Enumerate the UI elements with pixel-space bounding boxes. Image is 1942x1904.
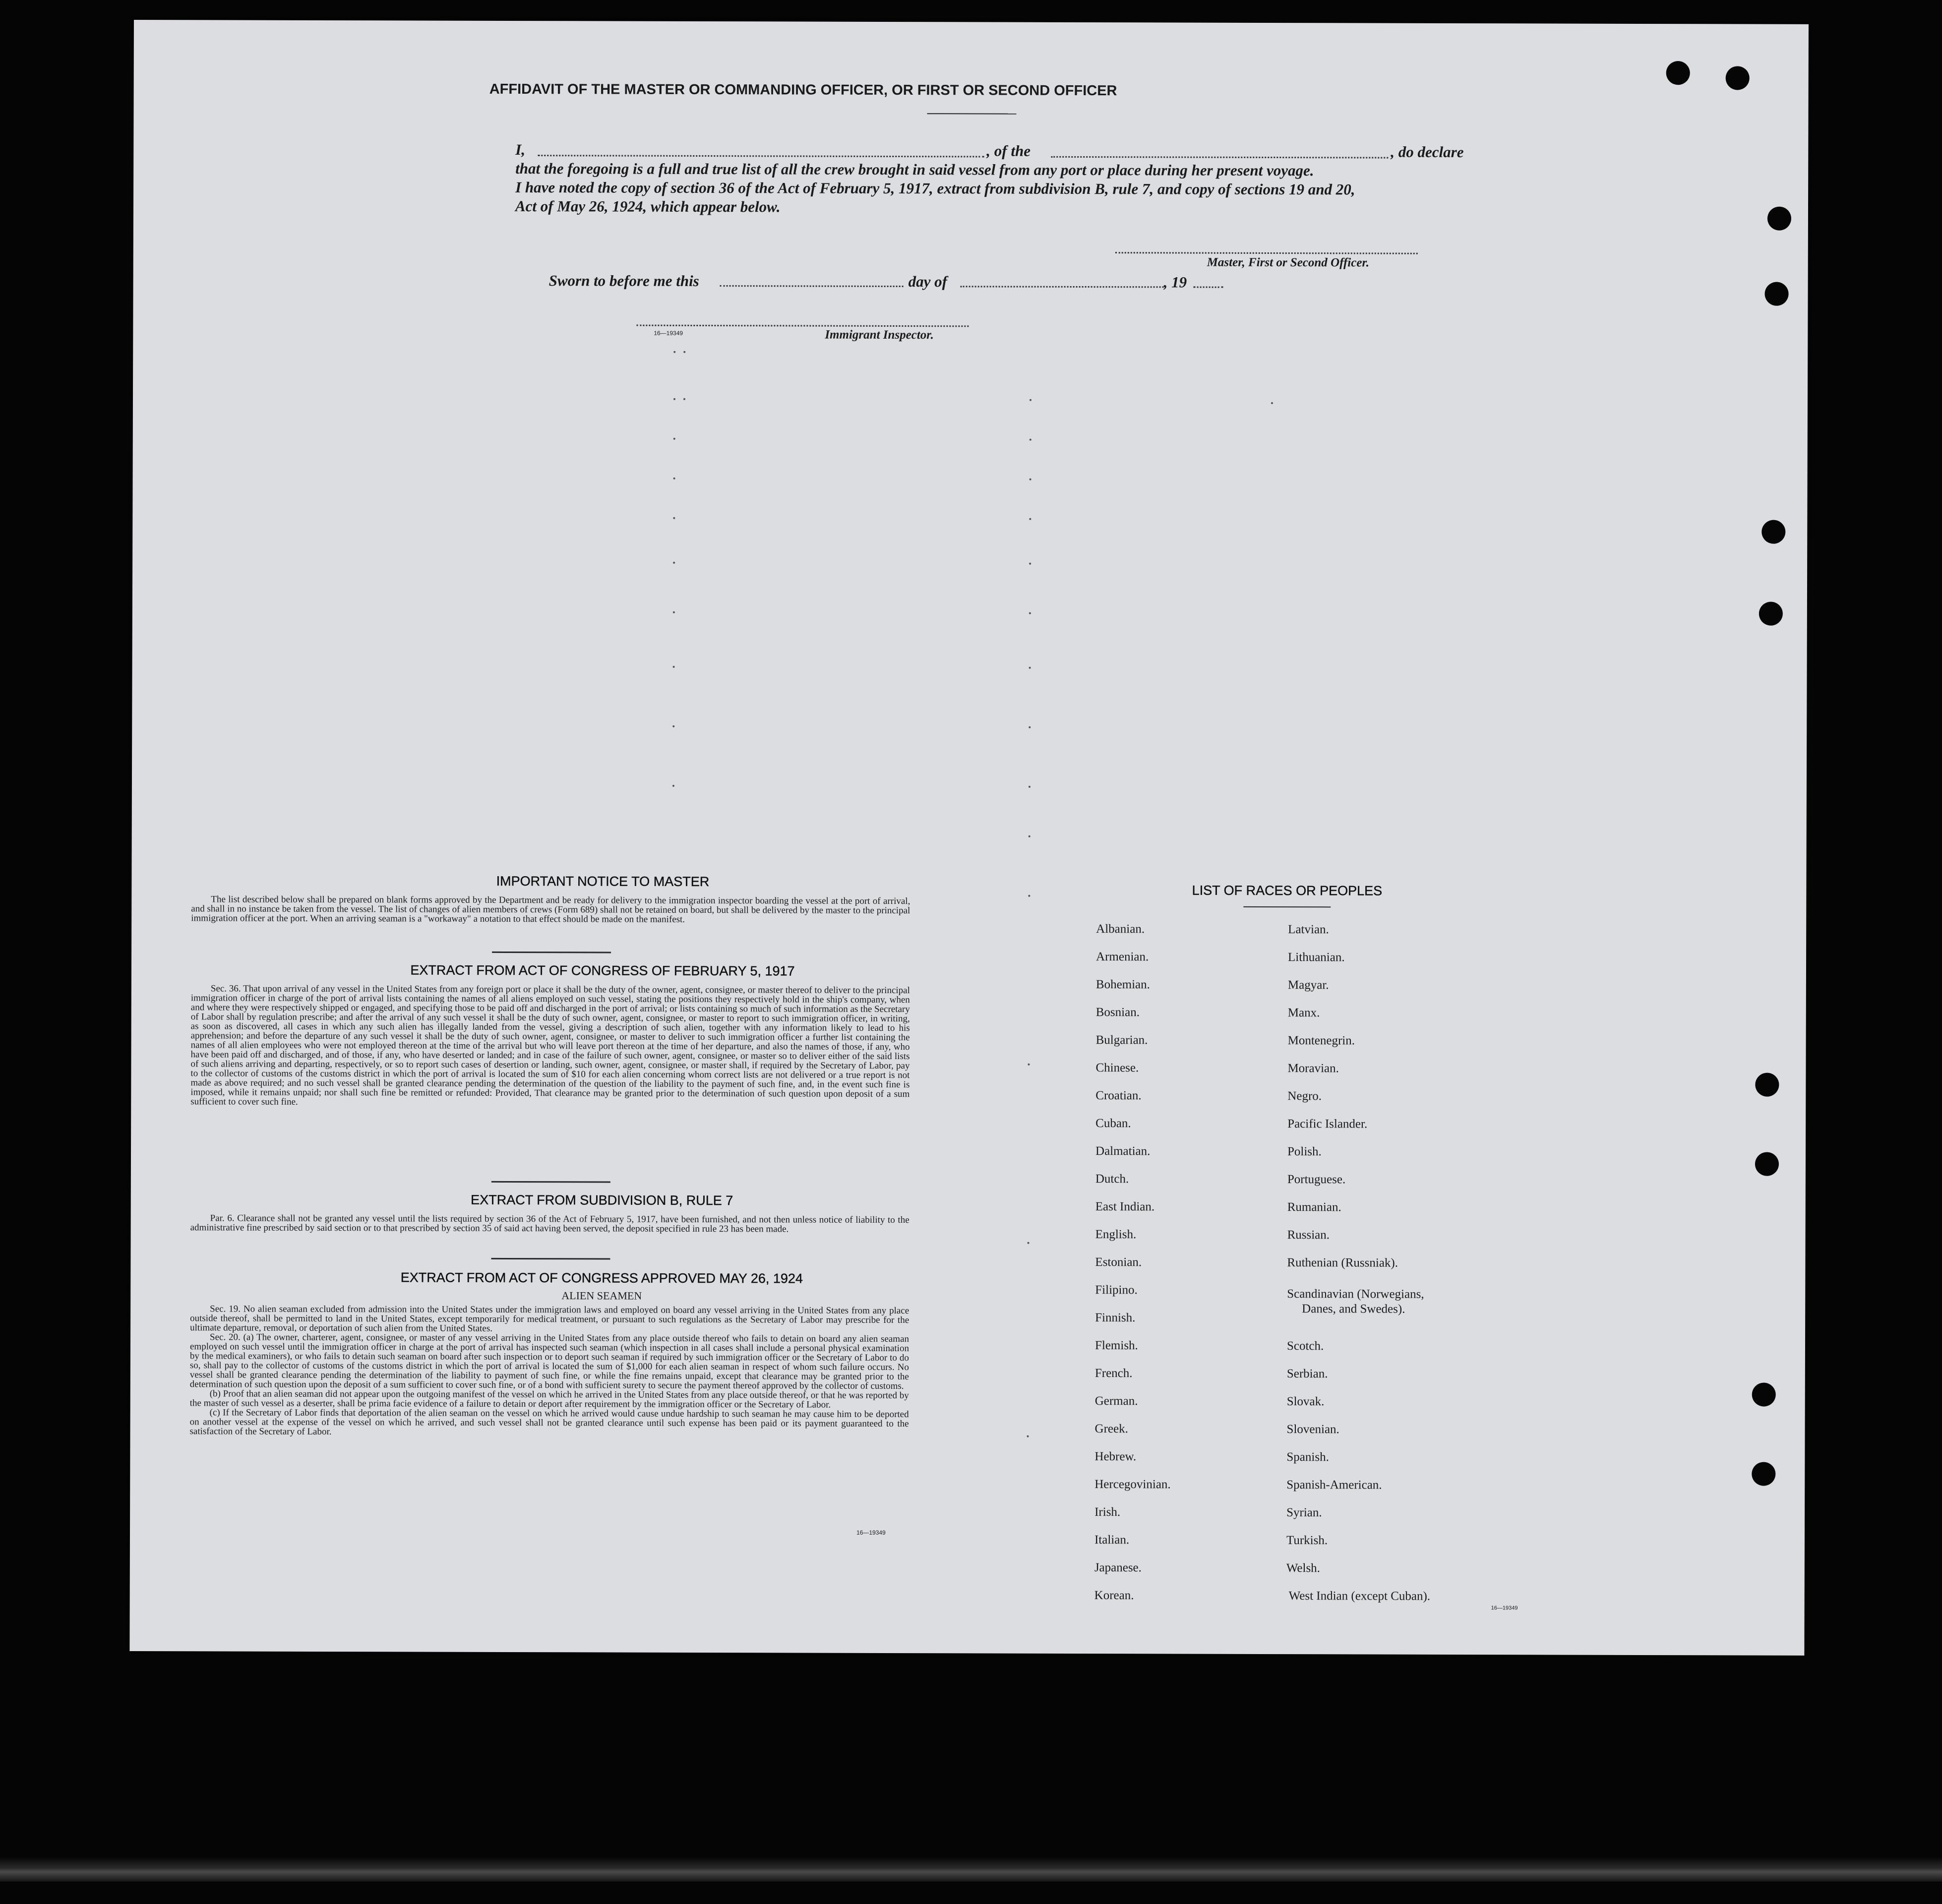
- race-item: Finnish.: [1095, 1311, 1136, 1325]
- race-item: Greek.: [1094, 1422, 1128, 1436]
- master-signature-label: Master, First or Second Officer.: [1207, 255, 1370, 270]
- races-title: LIST OF RACES OR PEOPLES: [1192, 883, 1383, 898]
- day-of-label: day of: [908, 273, 948, 291]
- race-item: Russian.: [1287, 1228, 1330, 1242]
- scan-speck: [1028, 1242, 1030, 1244]
- scan-speck: [672, 725, 674, 727]
- declarant-name-field[interactable]: [538, 155, 984, 157]
- race-item: Dalmatian.: [1095, 1144, 1151, 1158]
- race-item: Negro.: [1287, 1089, 1322, 1103]
- race-item: Korean.: [1094, 1589, 1134, 1603]
- divider: [492, 952, 611, 953]
- race-item: Spanish.: [1286, 1450, 1329, 1464]
- inspector-label: Immigrant Inspector.: [825, 328, 934, 342]
- scan-speck: [673, 477, 675, 479]
- inspector-signature-field[interactable]: [636, 325, 969, 327]
- master-signature-field[interactable]: [1115, 252, 1418, 254]
- divider: [491, 1258, 610, 1260]
- sec20a-text: Sec. 20. (a) The owner, charterer, agent, consignee, or master of any vessel arriving in the United States from any place outside thereof who fails to detain on board any alien seaman employed on such vessel until the immigration officer in charge at the port of arrival has inspected such seaman (which inspection in all cases shall include a personal physical examination by the medical examiners), or who fails to detain such seaman on board after such inspection or to deport such seaman if required by such immigration officer or the Secretary of Labor to do so, shall pay to the collector of customs of the customs district in which the port of arrival is located the sum of $1,000 for each alien seaman in respect of whom such failure occurs. No vessel shall be granted clearance pending the determination of the liability to payment of such fine, or while the fine remains unpaid, except that clearance may be granted prior to the determination of such question upon the deposit of a sum sufficient to cover such fine, or of a bond with sufficient surety to secure the payment thereof approved by the collector of customs.: [189, 1332, 910, 1392]
- race-item: Lithuanian.: [1288, 951, 1345, 964]
- binder-hole: [1755, 1152, 1779, 1176]
- scan-speck: [1029, 612, 1031, 614]
- scan-edge-streak: [0, 1857, 1942, 1882]
- scan-speck: [1030, 399, 1032, 401]
- race-item: Rumanian.: [1287, 1200, 1341, 1214]
- affidavit-line-3: I have noted the copy of section 36 of the Act of February 5, 1917, extract from subdivision B, rule 7, and copy of sections 19 and 20,: [515, 178, 1355, 198]
- extract-rule7-body: [190, 1213, 910, 1234]
- race-item: Syrian.: [1286, 1506, 1322, 1520]
- race-item: Dutch.: [1095, 1172, 1129, 1186]
- race-item: Latvian.: [1288, 923, 1329, 937]
- race-item: East Indian.: [1095, 1200, 1155, 1214]
- race-item: Bulgarian.: [1095, 1033, 1148, 1047]
- race-item: Japanese.: [1094, 1561, 1142, 1575]
- race-item: German.: [1094, 1394, 1138, 1408]
- affidavit-line-1: [515, 141, 1464, 161]
- scan-speck: [1028, 895, 1030, 897]
- race-item: Serbian.: [1286, 1367, 1328, 1381]
- notice-body: [191, 894, 910, 925]
- sworn-year-field[interactable]: [1194, 287, 1223, 288]
- race-item: Pacific Islander.: [1287, 1117, 1368, 1131]
- affidavit-i-label: I,: [515, 141, 526, 159]
- form-number: 16—19349: [1491, 1605, 1518, 1611]
- scan-speck: [683, 351, 685, 353]
- sec36-text: Sec. 36. That upon arrival of any vessel in the United States from any foreign port or place it shall be the duty of the owner, agent, consignee, or master thereof to deliver to the principal immigration officer in charge of the port of arrival lists containing the names of all aliens employed on such vessel, stating the positions they respectively hold in the ship's company, when and where they were respectively shipped or engaged, and specifying those to be paid off and discharged in the port of arrival; or lists containing so much of such information as the Secretary of Labor shall by regulation prescribe; and after the arrival of any such vessel it shall be the duty of such owner, agent, consignee, or master to report to such immigration officer, in writing, as soon as discovered, all cases in which any such alien has illegally landed from the vessel, giving a description of such alien, together with any information likely to lead to his apprehension; and before the departure of any such vessel it shall be the duty of such owner, agent, consignee, or master to deliver to such immigration officer a further list containing the names of all alien employees who were not employed thereon at the time of the arrival but who will leave port thereon at the time of her departure, and also the names of those, if any, who have been paid off and discharged, and of those, if any, who have deserted or landed; and in case of the failure of such owner, agent, consignee, or master so to deliver either of the said lists of such aliens arriving and departing, respectively, or so to report such cases of desertion or landing, such owner, agent, consignee, or master shall, if required by the Secretary of Labor, pay to the collector of customs of the customs district in which the port of arrival is located the sum of $10 for each alien concerning whom correct lists are not delivered or a true report is not made as above required; and no such vessel shall be granted clearance pending the determination of the question of the liability to the payment of such fine, and, in the event such fine is imposed, while it remains unpaid; nor shall such fine be remitted or refunded: Provided, That clearance may be granted prior to the determination of such question upon deposit of a sum sufficient to cover such fine.: [190, 983, 910, 1107]
- scan-speck: [673, 438, 675, 440]
- race-item: West Indian (except Cuban).: [1288, 1589, 1431, 1603]
- race-item: Scandinavian (Norwegians,: [1287, 1287, 1424, 1301]
- extract-rule7-title: EXTRACT FROM SUBDIVISION B, RULE 7: [471, 1192, 733, 1208]
- race-item: Scotch.: [1286, 1339, 1324, 1353]
- race-item: Irish.: [1094, 1505, 1121, 1519]
- race-item: Moravian.: [1287, 1062, 1339, 1075]
- scan-speck: [673, 611, 675, 613]
- race-item: Chinese.: [1095, 1061, 1139, 1075]
- form-number: 16—19349: [654, 329, 683, 337]
- scan-speck: [1030, 439, 1032, 441]
- affidavit-line-4: Act of May 26, 1924, which appear below.: [515, 197, 781, 216]
- scan-speck: [672, 785, 674, 787]
- scan-speck: [673, 517, 675, 519]
- binder-hole: [1759, 602, 1783, 626]
- extract-1917-title: EXTRACT FROM ACT OF CONGRESS OF FEBRUARY 5, 1917: [410, 962, 795, 979]
- divider: [1243, 906, 1331, 907]
- race-item: Estonian.: [1095, 1255, 1142, 1269]
- scan-speck: [1027, 1435, 1029, 1437]
- extract-1924-body: [190, 1304, 910, 1438]
- race-item: French.: [1094, 1367, 1133, 1380]
- scan-speck: [1029, 786, 1031, 788]
- extract-1917-body: [190, 984, 910, 1108]
- scan-speck: [1029, 667, 1031, 669]
- scan-speck: [1030, 478, 1032, 480]
- scan-speck: [673, 398, 675, 400]
- par6-text: Par. 6. Clearance shall not be granted any vessel until the lists required by section 36 of the Act of February 5, 1917, have been furnished, and not then unless notice of liability to the administrative fine prescribed by said section or to that prescribed by section 35 of said act having been served, the deposit specified in rule 23 has been made.: [190, 1213, 910, 1235]
- scan-speck: [673, 666, 675, 668]
- scan-speck: [1029, 563, 1031, 565]
- divider: [927, 113, 1017, 114]
- race-item: Filipino.: [1095, 1283, 1138, 1297]
- notice-text: The list described below shall be prepared on blank forms approved by the Department and be ready for delivery to the immigration inspector boarding the vessel at the port of arrival, and shall in no instance be taken from the vessel. The list of changes of alien members of crews (Form 689) shall not be retained on board, but shall be delivered by the master to the principal immigration officer at the port. When an arriving seaman is a "workaway" a notation to that effect should be made on the manifest.: [191, 894, 910, 925]
- race-item: Bohemian.: [1095, 978, 1150, 992]
- scan-speck: [1028, 1064, 1030, 1066]
- race-item: Croatian.: [1095, 1089, 1142, 1103]
- race-item: Cuban.: [1095, 1117, 1131, 1130]
- race-item: Magyar.: [1287, 978, 1329, 992]
- race-item: Hebrew.: [1094, 1450, 1137, 1464]
- scan-speck: [1029, 726, 1031, 728]
- scan-speck: [1271, 402, 1273, 404]
- race-item: Armenian.: [1096, 950, 1149, 964]
- race-item: Flemish.: [1094, 1339, 1138, 1353]
- scan-speck: [1029, 518, 1031, 520]
- scan-speck: [673, 351, 675, 353]
- scan-speck: [673, 562, 675, 564]
- document-page: [129, 20, 1809, 1656]
- race-item: Italian.: [1094, 1533, 1130, 1547]
- affidavit-do-declare-label: , do declare: [1391, 143, 1464, 161]
- race-item: Slovenian.: [1286, 1423, 1339, 1436]
- sec20b-text: (b) Proof that an alien seaman did not appear upon the outgoing manifest of the vessel on which he arrived in the United States from any place outside thereof, or that he was reported by the master of such vessel as a deserter, shall be prima facie evidence of a failure to detain or deport after requirement by the immigration officer or the Secretary of Labor.: [189, 1388, 909, 1410]
- alien-seamen-subtitle: ALIEN SEAMEN: [561, 1289, 642, 1302]
- scan-speck: [683, 398, 685, 400]
- sec19-text: Sec. 19. No alien seaman excluded from admission into the United States under the immigration laws and employed on board any vessel arriving in the United States from any place outside thereof, shall be permitted to land in the United States, except temporarily for medical treatment, or pursuant to such regulations as the Secretary of Labor may prescribe for the ultimate departure, removal, or deportation of such alien from the United States.: [190, 1304, 910, 1334]
- binder-hole: [1767, 207, 1791, 231]
- affidavit-title: AFFIDAVIT OF THE MASTER OR COMMANDING OFFICER, OR FIRST OR SECOND OFFICER: [489, 81, 1117, 99]
- race-item: Albanian.: [1096, 922, 1145, 936]
- race-item: Bosnian.: [1095, 1006, 1140, 1019]
- race-item: Manx.: [1287, 1006, 1320, 1020]
- binder-hole: [1755, 1073, 1779, 1097]
- binder-hole: [1765, 282, 1789, 306]
- race-item: Montenegrin.: [1287, 1034, 1355, 1048]
- sworn-label: Sworn to before me this: [548, 272, 699, 290]
- race-item: Welsh.: [1286, 1561, 1320, 1575]
- race-item: Turkish.: [1286, 1534, 1328, 1547]
- race-item: Danes, and Swedes).: [1302, 1302, 1405, 1316]
- sec20c-text: (c) If the Secretary of Labor finds that deportation of the alien seaman on the vessel on which he arrived would cause undue hardship to such seaman he may cause him to be deported on another vessel at the expense of the vessel on which he arrived, and such vessel shall not be granted clearance until such expense has been paid or its payment guaranteed to the satisfaction of the Secretary of Labor.: [189, 1407, 909, 1437]
- race-item: Slovak.: [1286, 1395, 1325, 1409]
- race-item: Polish.: [1287, 1145, 1322, 1159]
- extract-1924-title: EXTRACT FROM ACT OF CONGRESS APPROVED MAY 26, 1924: [400, 1270, 803, 1286]
- binder-hole: [1752, 1383, 1776, 1407]
- race-item: Portuguese.: [1287, 1173, 1346, 1187]
- vessel-name-field[interactable]: [1051, 156, 1388, 159]
- sworn-date-field[interactable]: [720, 285, 904, 287]
- scan-speck: [1029, 835, 1031, 837]
- year-label: , 19: [1163, 273, 1187, 291]
- binder-hole: [1666, 61, 1690, 85]
- sworn-line: [549, 272, 1243, 292]
- affidavit-of-the-label: , of the: [986, 142, 1031, 160]
- notice-title: IMPORTANT NOTICE TO MASTER: [496, 873, 710, 890]
- binder-hole: [1726, 66, 1750, 90]
- race-item: English.: [1095, 1228, 1137, 1242]
- binder-hole: [1752, 1462, 1775, 1486]
- sworn-month-field[interactable]: [961, 286, 1164, 288]
- race-item: Spanish-American.: [1286, 1478, 1382, 1492]
- form-number: 16—19349: [856, 1529, 886, 1536]
- divider: [491, 1181, 610, 1183]
- affidavit-line-2: that the foregoing is a full and true list of all the crew brought in said vessel from any port or place during her present voyage.: [515, 160, 1314, 179]
- race-item: Ruthenian (Russniak).: [1287, 1256, 1398, 1270]
- binder-hole: [1761, 520, 1785, 544]
- race-item: Hercegovinian.: [1094, 1478, 1171, 1491]
